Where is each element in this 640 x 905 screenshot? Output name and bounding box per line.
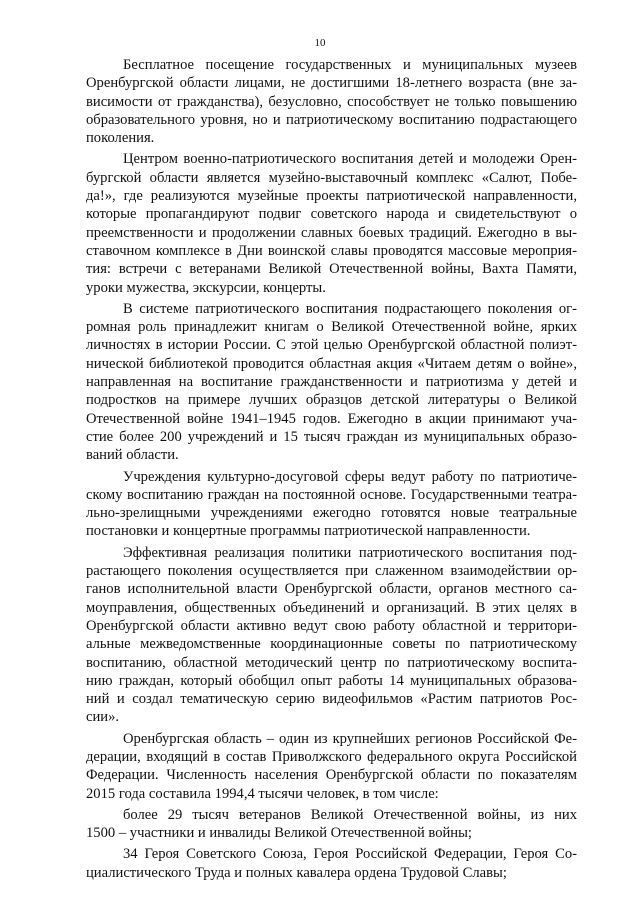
paragraph (86, 806, 577, 843)
text-line: воспитанию, областной методический центр по патриотическому воспита- (86, 654, 577, 671)
text-line: циалистического Труда и полных кавалера ордена Трудовой Славы; (86, 864, 507, 881)
text-line: направленная на воспитание гражданственности и патриотизма у детей и (86, 374, 577, 391)
text-line: подростков на примере лучших образцов детской литературы о Великой (86, 392, 577, 409)
text-line: тия: встречи с ветеранами Великой Отечественной войны, Вахта Памяти, (86, 261, 577, 278)
text-line: Оренбургской области активно ведут свою работу областной и территори- (86, 617, 577, 634)
text-line: да!», где реализуются музейные проекты патриотической направленности, (86, 188, 577, 205)
text-line: которые пропагандируют подвиг советского народа и свидетельствуют о (86, 206, 577, 223)
page-number: 10 (314, 37, 326, 49)
paragraph (86, 730, 577, 803)
text-line: В системе патриотического воспитания подрастающего поколения ог- (123, 300, 577, 317)
text-line: Отечественной войне 1941–1945 годов. Ежегодно в акции принимают уча- (86, 410, 577, 427)
text-line: альные межведомственные координационные советы по патриотическому (86, 636, 577, 653)
text-line: Федерации. Численность населения Оренбургской области по показателям (86, 767, 577, 784)
text-line: 2015 года составила 1994,4 тысячи человек, в том числе: (86, 785, 439, 802)
text-line: Учреждения культурно-досуговой сферы ведут работу по патриотиче- (123, 468, 577, 485)
text-line: ганов исполнительной власти Оренбургской области, органов местного са- (86, 581, 577, 598)
text-line: стие более 200 учреждений и 15 тысяч граждан из муниципальных образо- (86, 428, 577, 445)
text-line: Бесплатное посещение государственных и муниципальных музеев (123, 57, 577, 73)
paragraph (86, 150, 577, 296)
text-line: нической библиотекой проводится областная акция «Читаем детям о войне», (86, 355, 577, 372)
text-line: поколения. (86, 130, 155, 147)
text-line: Центром военно-патриотического воспитания детей и молодежи Орен- (123, 151, 577, 168)
text-line: уроки мужества, экскурсии, концерты. (86, 279, 326, 296)
text-line: образовательного уровня, но и патриотическому воспитанию подрастающего (86, 111, 577, 128)
text-line: 34 Героя Советского Союза, Героя Российской Федерации, Героя Со- (123, 846, 577, 863)
paragraph (86, 300, 577, 465)
paragraph (86, 544, 577, 727)
text-line: бургской области является музейно-выставочный комплекс «Салют, Побе- (86, 169, 577, 186)
text-line: Оренбургской области лицами, не достигшими 18-летнего возраста (вне за- (86, 75, 577, 92)
text-line: льно-зрелищными учреждениями ежегодно готовятся новые театральные (86, 505, 577, 522)
text-line: нию граждан, который обобщил опыт работы 14 муниципальных образова- (86, 672, 577, 689)
paragraph (86, 845, 577, 882)
text-line: моуправления, общественных объединений и организаций. В этих целях в (86, 599, 577, 616)
text-line: висимости от гражданства), безусловно, способствует не только повышению (86, 93, 577, 110)
text-line: личностях в истории России. С этой целью Оренбургской областной полиэт- (86, 337, 577, 354)
text-line: дерации, входящий в состав Приволжского федерального округа Российской (86, 748, 577, 765)
paragraph (86, 468, 577, 541)
text-line: Оренбургская область – один из крупнейших регионов Российской Фе- (123, 730, 577, 747)
text-line: ваний области. (86, 447, 179, 464)
text-line: ставочном комплексе в Дни воинской славы проводятся массовые мероприя- (86, 242, 577, 259)
text-line: Эффективная реализация политики патриотического воспитания под- (123, 544, 577, 561)
paragraph (86, 56, 577, 147)
text-line: более 29 тысяч ветеранов Великой Отечественной войны, из них (123, 806, 577, 823)
text-line: растающего поколения осуществляется при слаженном взаимодействии ор- (86, 563, 577, 580)
text-line: скому воспитанию граждан на постоянной основе. Государственными театра- (86, 486, 577, 503)
text-line: постановки и концертные программы патриотической направленности. (86, 523, 531, 540)
text-line: ромная роль принадлежит книгам о Великой Отечественной войне, ярких (86, 319, 577, 336)
document-body (86, 56, 577, 885)
text-line: сии». (86, 709, 120, 726)
text-line: ний и создал тематическую серию видеофильмов «Растим патриотов Рос- (86, 691, 577, 708)
text-line: 1500 – участники и инвалиды Великой Отечественной войны; (86, 825, 472, 842)
text-line: преемственности и продолжении славных боевых традиций. Ежегодно в вы- (86, 224, 577, 241)
